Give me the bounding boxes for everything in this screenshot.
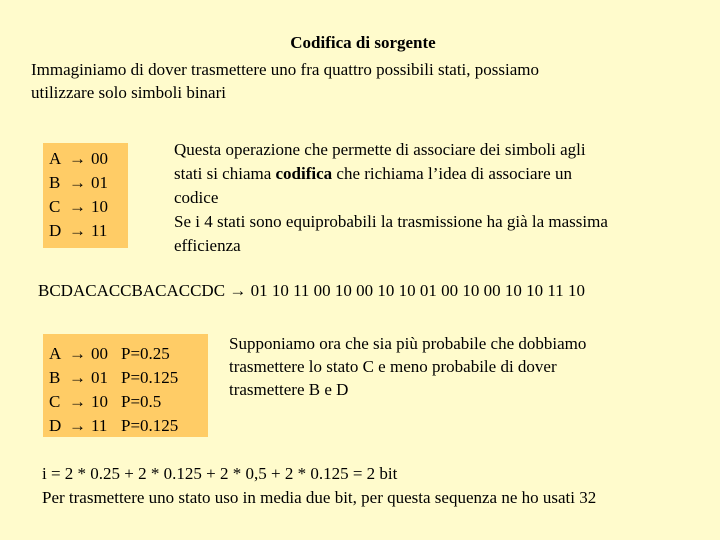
desc-line-2 <box>174 162 694 186</box>
probability-value: P=0.125 <box>121 368 179 387</box>
weighted-code-table <box>43 334 208 437</box>
code-row <box>43 171 128 195</box>
right-arrow-icon: → <box>69 416 86 435</box>
probability-value: P=0.5 <box>121 392 162 411</box>
desc-line-2-pre: stati si chiama <box>174 164 276 183</box>
desc-line-2-post: che richiama l’idea di associare un <box>332 164 572 183</box>
right-arrow-icon: → <box>69 149 86 168</box>
code-row <box>43 219 128 243</box>
average-bits-calculation <box>42 462 712 510</box>
code-row <box>43 390 208 414</box>
code-value: 01 <box>91 368 108 387</box>
code-letter: D <box>49 416 62 435</box>
intro-line-1: Immaginiamo di dover trasmettere uno fra quattro possibili stati, possiamo <box>31 60 540 79</box>
desc-line-3: codice <box>174 188 219 207</box>
code-letter: D <box>49 221 62 240</box>
suppose-line-1: Supponiamo ora che sia più probabile che dobbiamo <box>229 334 587 353</box>
right-arrow-icon: → <box>69 197 86 216</box>
code-value: 10 <box>91 392 108 411</box>
symbol-sequence: BCDACACCBACACCDC <box>38 281 226 300</box>
code-value: 11 <box>91 221 108 240</box>
calc-conclusion: Per trasmettere uno stato uso in media due bit, per questa sequenza ne ho usati 32 <box>42 488 597 507</box>
desc-line-1: Questa operazione che permette di associare dei simboli agli <box>174 140 586 159</box>
code-row <box>43 366 208 390</box>
code-row <box>43 414 208 438</box>
code-table <box>43 143 128 248</box>
suppose-line-3: trasmettere B e D <box>229 380 349 399</box>
right-arrow-icon: → <box>69 173 86 192</box>
code-value: 01 <box>91 173 108 192</box>
bit-sequence: 01 10 11 00 10 00 10 10 01 00 10 00 10 10 11 10 <box>250 281 586 300</box>
code-letter: A <box>49 149 62 168</box>
code-value: 10 <box>91 197 108 216</box>
codifica-term: codifica <box>275 164 333 183</box>
probability-value: P=0.125 <box>121 416 179 435</box>
probability-description <box>229 332 669 401</box>
desc-line-5: efficienza <box>174 236 241 255</box>
code-value: 00 <box>91 149 108 168</box>
suppose-line-2: trasmettere lo stato C e meno probabile di dover <box>229 357 557 376</box>
code-row <box>43 147 128 171</box>
code-letter: B <box>49 368 61 387</box>
calc-formula: i = 2 * 0.25 + 2 * 0.125 + 2 * 0,5 + 2 * 0.125 = 2 bit <box>42 464 398 483</box>
code-letter: C <box>49 392 61 411</box>
code-value: 00 <box>91 344 108 363</box>
code-row <box>43 342 208 366</box>
code-letter: C <box>49 197 61 216</box>
right-arrow-icon: → <box>69 221 86 240</box>
slide-title: Codifica di sorgente <box>290 33 436 52</box>
coding-description <box>174 138 694 258</box>
code-value: 11 <box>91 416 108 435</box>
code-letter: A <box>49 344 62 363</box>
intro-text <box>31 58 671 104</box>
right-arrow-icon: → <box>69 392 86 411</box>
encoded-sequence <box>38 279 708 303</box>
desc-line-4: Se i 4 stati sono equiprobabili la trasmissione ha già la massima <box>174 212 608 231</box>
right-arrow-icon: → <box>229 281 247 300</box>
right-arrow-icon: → <box>69 368 86 387</box>
probability-value: P=0.25 <box>121 344 170 363</box>
code-letter: B <box>49 173 61 192</box>
code-row <box>43 195 128 219</box>
right-arrow-icon: → <box>69 344 86 363</box>
intro-line-2: utilizzare solo simboli binari <box>31 83 226 102</box>
